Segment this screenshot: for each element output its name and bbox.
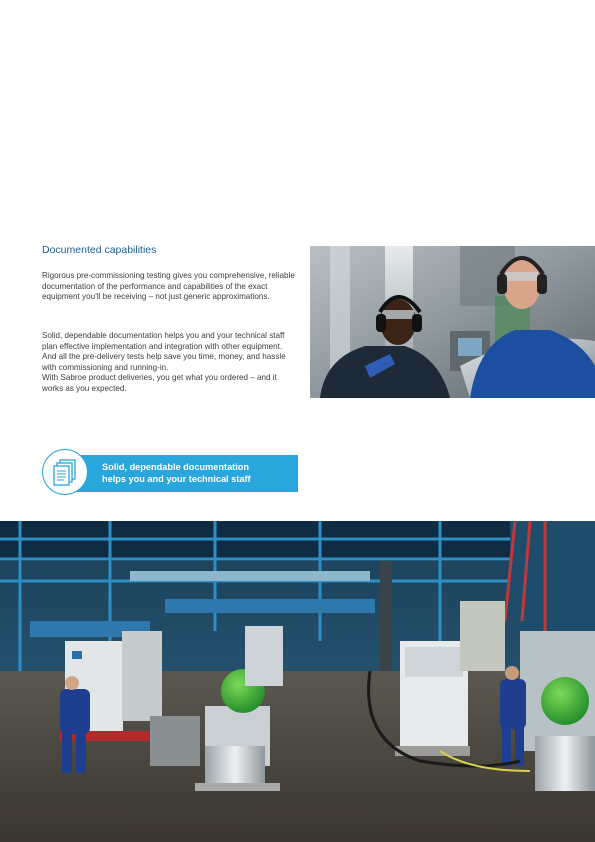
body-paragraph-part-2: With Sabroe product deliveries, you get what you ordered – and it works as you expected. — [42, 373, 277, 393]
body-paragraph-part-1: Solid, dependable documentation helps you and your technical staff plan effective implementation and integration with other equipment. And all the pre-delivery tests help save you time, money, and hassle with commissioning and running-in. — [42, 331, 286, 372]
callout-line-1: Solid, dependable documentation — [102, 462, 250, 472]
section-heading: Documented capabilities — [42, 244, 157, 256]
intro-paragraph: Rigorous pre-commissioning testing gives you comprehensive, reliable documentation of the performance and capabilities of the exact equipment you’ll be receiving – not just generic approximations. — [42, 271, 295, 302]
documents-icon — [42, 449, 88, 495]
callout-text — [102, 461, 292, 485]
callout-line-2: helps you and your technical staff — [102, 474, 251, 484]
body-paragraph — [42, 331, 297, 395]
engineers-photo — [310, 246, 595, 398]
test-hall-photo — [0, 521, 595, 842]
